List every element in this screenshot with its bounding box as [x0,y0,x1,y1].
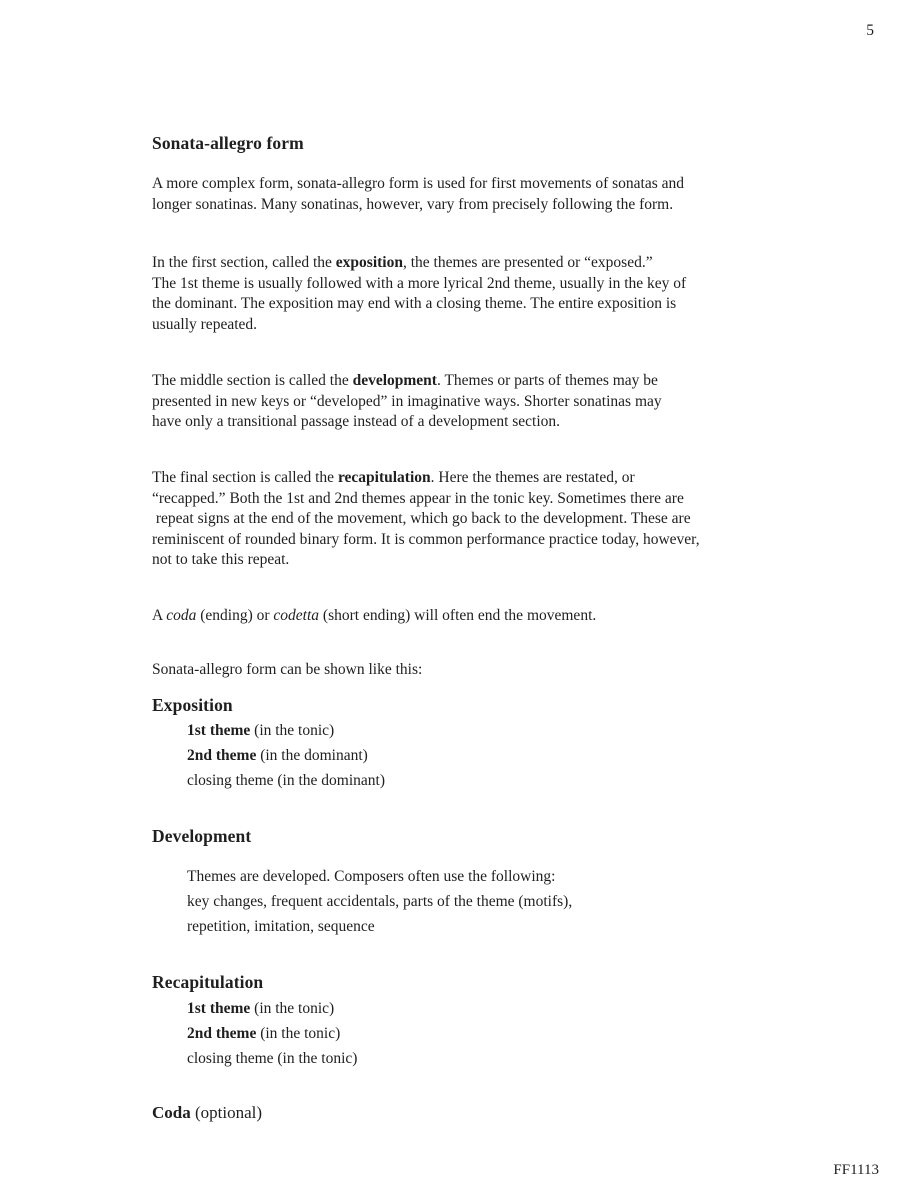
text-line [152,253,686,274]
text-segment: codetta [273,607,320,624]
paragraph-recapitulation [152,468,700,571]
text-segment: 1st theme [187,722,251,739]
text-line [152,392,662,413]
text-line [187,1046,357,1071]
text-segment: , the themes are presented or “exposed.” [402,254,653,271]
text-segment: (in the tonic) [250,1000,335,1017]
text-line [152,371,662,392]
text-segment: repetition, imitation, sequence [187,918,375,935]
text-segment: A [152,607,167,624]
text-segment: the dominant. The exposition may end with a closing theme. The entire exposition is [152,295,677,312]
text-segment: . Here the themes are restated, or [430,469,635,486]
text-segment: closing theme (in the tonic) [187,1050,358,1067]
text-segment: 2nd theme [187,1025,257,1042]
page-number: 5 [866,22,874,39]
text-segment: development [352,372,437,389]
text-segment: have only a transitional passage instead of a development section. [152,413,561,430]
text-segment: exposition [335,254,403,271]
heading-development: Development [152,826,252,846]
text-line [152,606,596,627]
text-segment: (short ending) will often end the movement. [319,607,597,624]
text-segment: not to take this repeat. [152,551,290,568]
text-segment: longer sonatinas. Many sonatinas, however, vary from precisely following the form. [152,195,674,213]
text-segment: Coda [152,1103,191,1122]
text-line [152,468,700,489]
text-line [152,174,684,195]
development-items [187,864,572,939]
text-line [152,489,700,510]
text-line [187,914,572,939]
text-line [187,1021,357,1046]
text-line [152,412,662,433]
text-segment: recapitulation [337,469,431,486]
text-segment: presented in new keys or “developed” in imaginative ways. Shorter sonatinas may [152,392,662,410]
text-line [152,1102,262,1124]
text-segment: The middle section is called the [152,372,353,389]
document-title: Sonata-allegro form [152,133,304,153]
text-segment: (in the tonic) [256,1025,341,1042]
text-segment: (in the tonic) [250,722,335,739]
text-line [187,768,385,793]
heading-recapitulation: Recapitulation [152,972,264,992]
text-segment: 2nd theme [187,747,257,764]
paragraph-exposition [152,253,686,335]
text-segment: “recapped.” Both the 1st and 2nd themes appear in the tonic key. Sometimes there are [152,489,684,507]
recapitulation-items [187,996,357,1071]
text-segment: Themes are developed. Composers often use the following: [187,868,556,885]
text-segment: (in the dominant) [256,747,368,764]
text-segment: (ending) or [196,607,274,624]
text-line [187,718,385,743]
text-line [187,996,357,1021]
paragraph-development [152,371,662,433]
text-segment: reminiscent of rounded binary form. It is common performance practice today, however, [152,530,700,548]
text-line [152,274,686,295]
text-segment: . Themes or parts of themes may be [436,372,658,389]
text-segment: The final section is called the [152,469,338,486]
text-line [152,195,684,216]
text-line [152,550,700,571]
text-segment: A more complex form, sonata-allegro form is used for first movements of sonatas and [152,175,685,192]
heading-coda [152,1102,262,1124]
text-segment: 1st theme [187,1000,251,1017]
text-line [152,509,700,530]
text-line [152,530,700,551]
text-line [152,294,686,315]
footer-code: FF1113 [833,1162,879,1178]
heading-exposition: Exposition [152,695,233,715]
exposition-items [187,718,385,793]
text-segment: In the first section, called the [152,254,336,271]
text-line [152,315,686,336]
text-segment: (optional) [190,1103,263,1122]
lead-in-line: Sonata-allegro form can be shown like this: [152,661,423,678]
paragraph-overview [152,174,684,215]
text-segment: The 1st theme is usually followed with a more lyrical 2nd theme, usually in the key of [152,274,687,292]
text-segment: key changes, frequent accidentals, parts of the theme (motifs), [187,893,573,910]
text-segment: coda [166,607,197,624]
text-segment: repeat signs at the end of the movement, which go back to the development. These are [152,510,691,527]
text-line [187,889,572,914]
paragraph-coda [152,606,596,627]
text-line [187,743,385,768]
text-segment: closing theme (in the dominant) [187,772,386,789]
text-line [187,864,572,889]
text-segment: usually repeated. [152,315,258,333]
